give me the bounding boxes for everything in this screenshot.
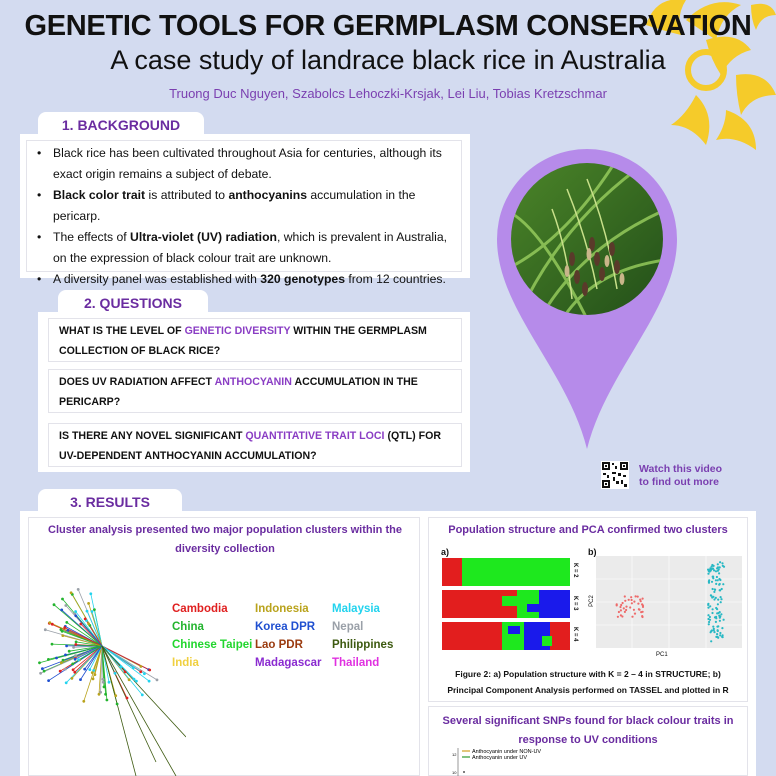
question-text: DOES UV RADIATION AFFECT	[59, 376, 215, 388]
video-link-line-1: Watch this video	[639, 463, 723, 475]
background-text: , which is prevalent in Australia, on the expression of black colour trait are unknown.	[53, 230, 447, 265]
poster-title: GENETIC TOOLS FOR GERMPLASM CONSERVATION	[24, 10, 752, 42]
question-3	[48, 423, 462, 467]
panel-b-label: b)	[588, 547, 597, 557]
figure-2-caption-line-1: Figure 2: a) Population structure with K = 2 – 4 in STRUCTURE; b)	[455, 669, 721, 679]
panel-a-label: a)	[441, 547, 450, 557]
manhattan-plot-legend	[452, 748, 612, 776]
question-text: WITHIN THE GERMPLASM COLLECTION OF BLACK RICE?	[59, 325, 427, 357]
background-text: is attributed to	[145, 188, 229, 202]
background-text: 320 genotypes	[260, 272, 345, 286]
legend-country: Lao PDR	[255, 639, 303, 651]
poster-subtitle: A case study of landrace black rice in Australia	[110, 45, 666, 75]
legend-country: Madagascar	[255, 657, 322, 669]
legend-country: Malaysia	[332, 603, 380, 615]
phylogenetic-tree	[36, 562, 186, 776]
background-text: Black color trait	[53, 188, 146, 202]
pca-scatter	[596, 556, 742, 648]
background-tab: 1. BACKGROUND	[38, 112, 204, 138]
background-text: anthocyanins	[228, 188, 308, 202]
background-text: Black rice has been cultivated throughout Asia for centuries, although its exact origin remains a subject of debate.	[53, 146, 442, 181]
results-tab: 3. RESULTS	[38, 489, 182, 515]
question-highlight: GENETIC DIVERSITY	[184, 325, 291, 337]
legend-country: Chinese Taipei	[172, 639, 253, 651]
questions-tab: 2. QUESTIONS	[58, 290, 208, 316]
pca-title: Population structure and PCA confirmed two clusters	[448, 524, 728, 536]
structure-plot	[442, 558, 584, 650]
snp-legend-non-uv: Anthocyanin under NON-UV	[472, 749, 542, 755]
background-text-box	[26, 140, 462, 286]
question-highlight: QUANTITATIVE TRAIT LOCI	[245, 430, 385, 442]
qr-code-icon[interactable]	[601, 461, 629, 489]
question-text: IS THERE ANY NOVEL SIGNIFICANT	[59, 430, 246, 442]
legend-country: Nepal	[332, 621, 364, 633]
legend-country: India	[172, 657, 199, 669]
question-1	[48, 318, 462, 362]
legend-country: Thailand	[332, 657, 380, 669]
background-text: from 12 countries.	[344, 272, 446, 286]
legend-country: Philippines	[332, 639, 394, 651]
legend-country: Cambodia	[172, 603, 228, 615]
authors: Truong Duc Nguyen, Szabolcs Lehoczki-Krsjak, Lei Liu, Tobias Kretzschmar	[169, 86, 607, 101]
background-item	[33, 185, 455, 227]
legend-country: Korea DPR	[255, 621, 316, 633]
background-text: The effects of	[53, 230, 131, 244]
question-text: WHAT IS THE LEVEL OF	[59, 325, 185, 337]
pc2-axis-label: PC2	[588, 595, 595, 607]
question-text: ACCUMULATION IN THE PERICARP?	[59, 376, 418, 408]
background-text: accumulation in the pericarp.	[53, 188, 416, 223]
legend-country: Indonesia	[255, 603, 309, 615]
background-item	[33, 227, 455, 269]
question-text: (QTL) FOR UV-DEPENDENT ANTHOCYANIN ACCUMULATION?	[59, 430, 441, 462]
cluster-title: Cluster analysis presented two major population clusters within the diversity collection	[48, 524, 402, 555]
background-item	[33, 143, 455, 185]
background-text: A diversity panel was established with	[53, 272, 261, 286]
figure-2-caption-line-2: Principal Component Analysis performed on TASSEL and plotted in R	[447, 685, 729, 695]
background-text: Ultra-violet (UV) radiation	[130, 230, 277, 244]
k4-label: K = 4	[572, 627, 578, 642]
video-link[interactable]	[639, 463, 722, 489]
question-highlight: ANTHOCYANIN	[214, 376, 292, 388]
snp-legend-uv: Anthocyanin under UV	[472, 755, 528, 761]
background-list	[33, 143, 455, 290]
legend-country: China	[172, 621, 204, 633]
question-2	[48, 369, 462, 413]
snp-title: Several significant SNPs found for black colour traits in response to UV conditions	[442, 715, 734, 746]
svg-text:10: 10	[452, 770, 457, 775]
video-link-line-2: to find out more	[639, 476, 719, 488]
svg-text:12: 12	[452, 752, 457, 757]
k2-label: K = 2	[572, 563, 578, 578]
k3-label: K = 3	[572, 596, 578, 611]
rice-photo-pin	[497, 149, 677, 449]
pc1-axis-label: PC1	[656, 652, 668, 658]
background-item	[33, 269, 455, 290]
